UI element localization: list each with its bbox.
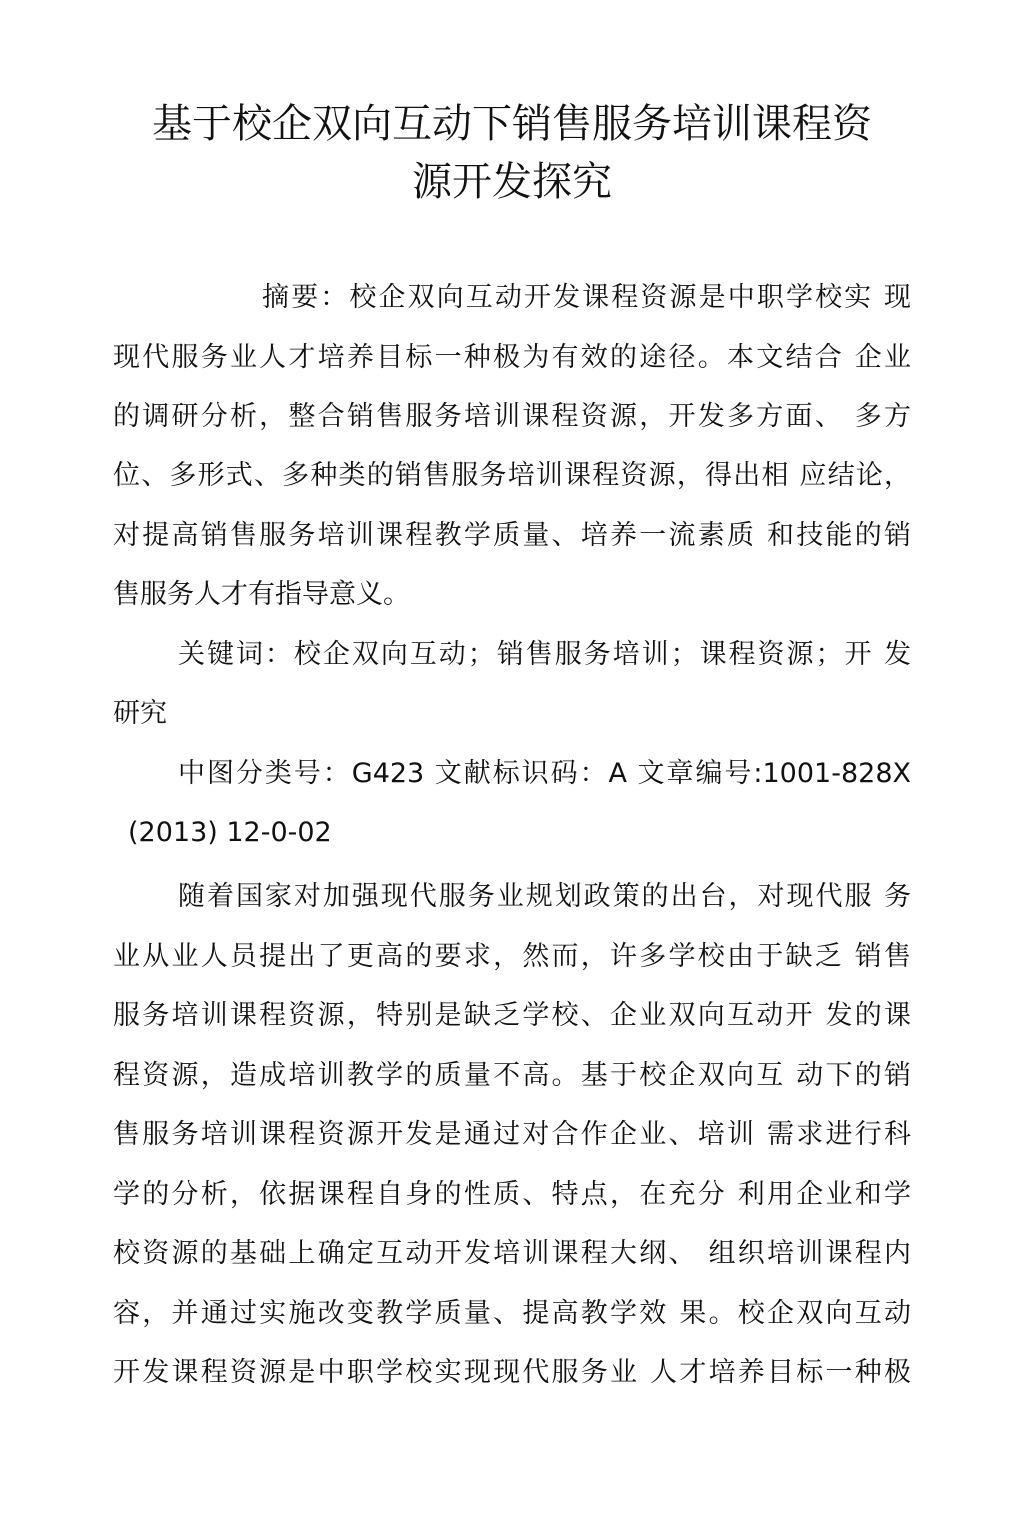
body-line: 售服务培训课程资源开发是通过对合作企业、培训 需求进行科 [113, 1119, 911, 1150]
keywords-line: 关键词：校企双向互动；销售服务培训；课程资源；开 发 [178, 639, 911, 670]
title-line-2: 源开发探究 [412, 159, 612, 205]
abstract-line: 现代服务业人才培养目标一种极为有效的途径。本文结合 企业 [113, 342, 911, 373]
body-line: 随着国家对加强现代服务业规划政策的出台，对现代服 务 [178, 881, 911, 912]
keywords-line: 研究 [113, 698, 167, 729]
classification-line: (2013) 12-0-02 [128, 817, 332, 848]
body-line: 服务培训课程资源，特别是缺乏学校、企业双向互动开 发的课 [113, 1000, 911, 1031]
body-line: 业从业人员提出了更高的要求，然而，许多学校由于缺乏 销售 [113, 941, 911, 972]
abstract-line: 的调研分析，整合销售服务培训课程资源，开发多方面、 多方 [113, 401, 911, 432]
body-line: 容，并通过实施改变教学质量、提高教学效 果。校企双向互动 [113, 1298, 911, 1329]
body-line: 校资源的基础上确定互动开发培训课程大纲、 组织培训课程内 [113, 1238, 911, 1269]
abstract-line: 摘要：校企双向互动开发课程资源是中职学校实 现 [262, 282, 911, 313]
body-line: 开发课程资源是中职学校实现现代服务业 人才培养目标一种极 [113, 1357, 911, 1388]
classification-line: 中图分类号：G423 文献标识码：A 文章编号:1001-828X [178, 758, 911, 789]
abstract-line: 位、多形式、多种类的销售服务培训课程资源，得出相 应结论， [113, 460, 911, 491]
abstract-line: 对提高销售服务培训课程教学质量、培养一流素质 和技能的销 [113, 520, 911, 551]
body-line: 程资源，造成培训教学的质量不高。基于校企双向互 动下的销 [113, 1060, 911, 1091]
title-line-1: 基于校企双向互动下销售服务培训课程资 [152, 101, 872, 147]
body-line: 学的分析，依据课程自身的性质、特点，在充分 利用企业和学 [113, 1179, 911, 1210]
abstract-line: 售服务人才有指导意义。 [113, 579, 410, 610]
